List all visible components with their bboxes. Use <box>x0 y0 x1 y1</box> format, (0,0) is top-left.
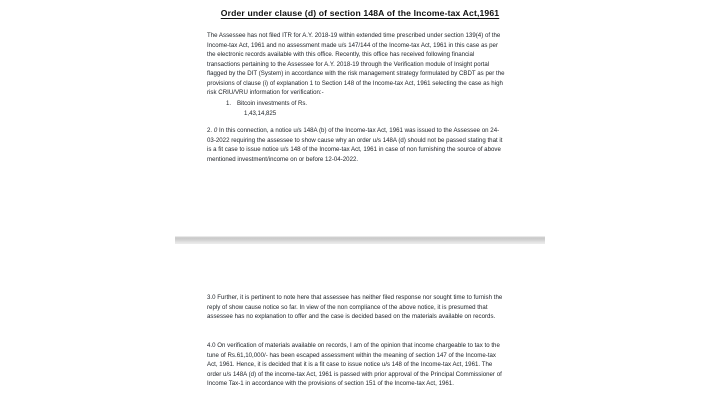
list-item <box>207 99 505 118</box>
paragraph-2-emphasis: 0 <box>213 127 218 134</box>
paragraph-1: The Assessee has not filed ITR for A.Y. 2018-19 within extended time prescribed under section 139(4) of the Income-tax Act, 1961 and no assessment made u/s 147/144 of the Income-tax Act, 1961 in this case as per the electronic records available with this office. Recently, this office has received following financial transactions pertaining to the Assessee for A.Y. 2018-19 through the Verification module of Insight portal flagged by the DIT (System) in accordance with the risk management strategy formulated by CBDT as per the provisions of clause (i) of explanation 1 to Section 148 of the Income-tax Act, 1961 selecting the case as high risk CRIU/VRU information for verification:- <box>207 32 505 97</box>
paragraph-4: 4.0 On verification of materials available on records, I am of the opinion that income chargeable to tax to the tune of Rs.61,10,000/- has been escaped assessment within the meaning of section 147 of the Income-tax Act, 1961. Hence, it is decided that it is a fit case to issue notice u/s 148 of the Income-tax Act, 1961. The order u/s 148A (d) of the income-tax Act, 1961 is passed with prior approval of the Principal Commissioner of Income Tax-1 in accordance with the provisions of section 151 of the Income-tax Act, 1961. <box>207 342 502 388</box>
list-item-amount: 1,43,14,825 <box>244 109 277 117</box>
paragraph-2-marker: 2. <box>207 127 213 134</box>
document-title: Order under clause (d) of section 148A of the Income-tax Act,1961 <box>220 8 500 18</box>
paragraph-2 <box>207 126 505 164</box>
investment-list <box>207 99 505 118</box>
paragraph-2-text: In this connection, a notice u/s 148A (b) of the Income-tax Act, 1961 was issued to the Assessee on 24-03-2022 requiring the assessee to show cause why an order u/s 148A (d) should not be passed stating that it is a fit case to issue notice u/s 148 of the Income-tax Act, 1961 in case of non furnishing the source of above mentioned investment/income on or before 12-04-2022. <box>207 127 503 163</box>
list-item-label: Bitcoin investments of Rs. <box>237 100 308 107</box>
list-item-marker: 1. <box>226 100 232 107</box>
redacted-separator-band <box>175 236 545 244</box>
paragraph-3: 3.0 Further, it is pertinent to note here that assessee has neither filed response nor sought time to furnish the reply of show cause notice so far. In view of the non compliance of the above notice, it is presumed that assessee has no explanation to offer and the case is decided based on the materials available on records. <box>207 294 503 321</box>
